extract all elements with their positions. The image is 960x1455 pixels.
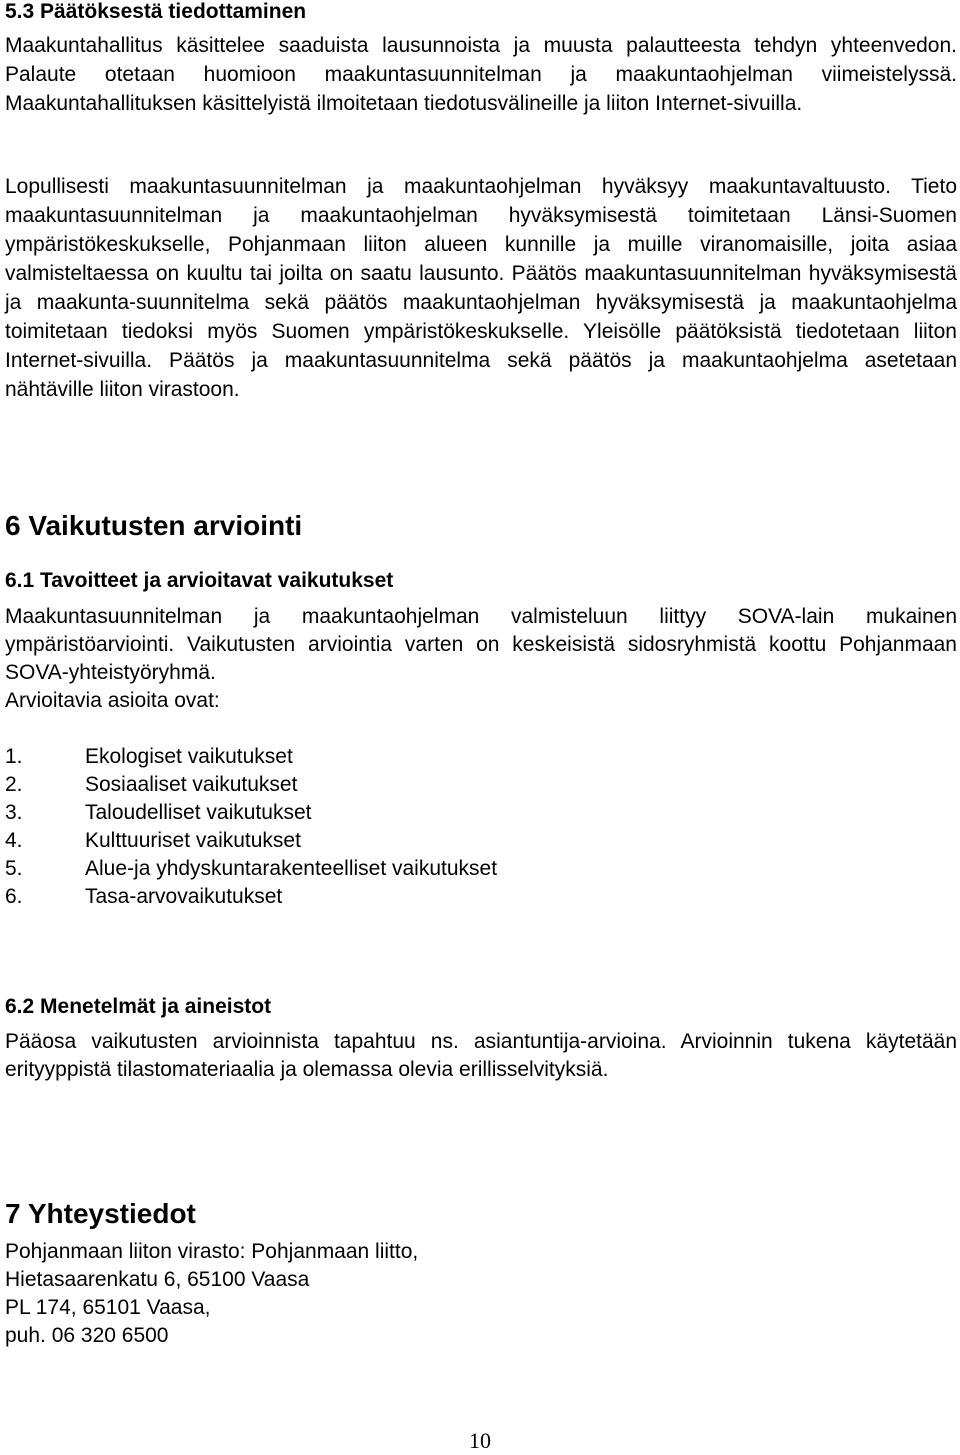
list-item-number: 1. — [5, 745, 23, 768]
list-item-number: 6. — [5, 885, 23, 908]
impact-list — [5, 743, 957, 911]
section-6-1-heading: 6.1 Tavoitteet ja arvioitavat vaikutukset — [5, 569, 394, 592]
list-item-number: 4. — [5, 829, 23, 852]
list-item — [5, 743, 957, 771]
section-6-2-paragraph-1: Pääosa vaikutusten arvioinnista tapahtuu ns. asiantuntija-arvioina. Arvioinnin tukena käytetään erityyppistä tilastomateriaalia ja olemassa olevia erillisselvityksiä. — [5, 1030, 957, 1081]
contact-line: puh. 06 320 6500 — [5, 1324, 169, 1347]
list-item-number: 2. — [5, 773, 23, 796]
contact-line: PL 174, 65101 Vaasa, — [5, 1296, 211, 1319]
list-item-text: Sosiaaliset vaikutukset — [85, 773, 298, 796]
page-number: 10 — [469, 1428, 491, 1453]
list-item — [5, 827, 957, 855]
list-item-text: Alue-ja yhdyskuntarakenteelliset vaikutukset — [85, 857, 498, 880]
section-6-1-paragraph-2: Arvioitavia asioita ovat: — [5, 689, 220, 712]
list-item — [5, 883, 957, 911]
list-item-number: 3. — [5, 801, 23, 824]
list-item-text: Kulttuuriset vaikutukset — [85, 829, 301, 852]
list-item-text: Ekologiset vaikutukset — [85, 745, 293, 768]
list-item-text: Taloudelliset vaikutukset — [85, 801, 312, 824]
contact-line: Hietasaarenkatu 6, 65100 Vaasa — [5, 1268, 310, 1291]
section-7-heading: 7 Yhteystiedot — [5, 1198, 196, 1229]
section-6-heading: 6 Vaikutusten arviointi — [5, 510, 303, 541]
list-item-text: Tasa-arvovaikutukset — [85, 885, 283, 908]
list-item-number: 5. — [5, 857, 23, 880]
contact-line: Pohjanmaan liiton virasto: Pohjanmaan liitto, — [5, 1240, 419, 1263]
section-6-1-paragraph-1: Maakuntasuunnitelman ja maakuntaohjelman valmisteluun liittyy SOVA-lain mukainen ympäristöarviointi. Vaikutusten arviointia varten on keskeisistä sidosryhmistä koottu Pohjanmaan SOVA-yhteistyöryhmä. — [5, 605, 957, 684]
section-6-2-heading: 6.2 Menetelmät ja aineistot — [5, 995, 272, 1018]
section-5-3-heading: 5.3 Päätöksestä tiedottaminen — [5, 0, 307, 23]
list-item — [5, 855, 957, 883]
section-5-3-paragraph-2: Lopullisesti maakuntasuunnitelman ja maakuntaohjelman hyväksyy maakuntavaltuusto. Tieto maakuntasuunnitelman ja maakuntaohjelman hyväksymisestä toimitetaan Länsi-Suomen ympäristökeskukselle, Pohjanmaan liiton alueen kunnille ja muille viranomaisille, joita asiaa valmisteltaessa on kuultu tai joilta on saatu lausunto. Päätös maakuntasuunnitelman hyväksymisestä ja maakunta-suunnitelma sekä päätös maakuntaohjelman hyväksymisestä ja maakuntaohjelma toimitetaan tiedoksi myös Suomen ympäristökeskukselle. Yleisölle päätöksistä tiedotetaan liiton Internet-sivuilla. Päätös ja maakuntasuunnitelma sekä päätös ja maakuntaohjelma asetetaan nähtäville liiton virastoon. — [5, 175, 957, 401]
section-5-3-paragraph-1: Maakuntahallitus käsittelee saaduista lausunnoista ja muusta palautteesta tehdyn yhteenvedon. Palaute otetaan huomioon maakuntasuunnitelman ja maakuntaohjelman viimeistelyssä. Maakuntahallituksen käsittelyistä ilmoitetaan tiedotusvälineille ja liiton Internet-sivuilla. — [5, 34, 957, 115]
list-item — [5, 799, 957, 827]
contact-block — [5, 1238, 957, 1350]
list-item — [5, 771, 957, 799]
